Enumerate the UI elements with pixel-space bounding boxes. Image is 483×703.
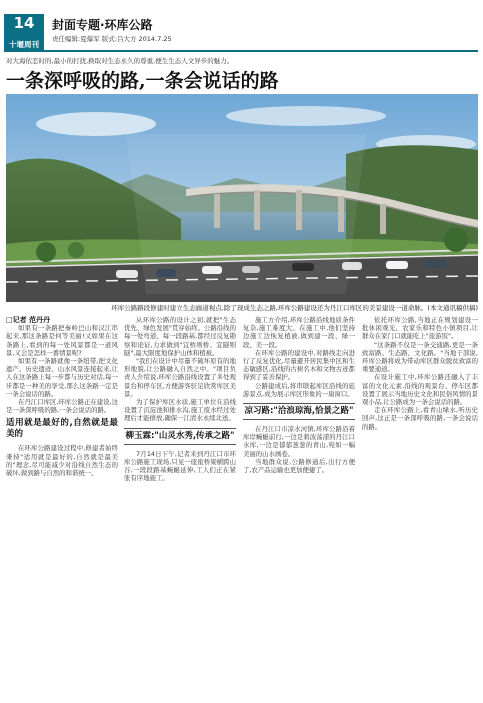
header-rule <box>4 50 478 52</box>
paragraph: 施工方介绍,环库公路沿线地质条件复杂,施工难度大。在施工中,他们坚持边施工边恢复植被,做到建一段、绿一段、美一段。 <box>243 316 355 349</box>
photo-caption: 环库公路路段修建时建立生态廊道视点,除了现成生态之路,环库公路建设还为丹江口库区的美景建设一道命脉。(本文通讯稿供稿) <box>111 304 478 312</box>
paragraph: "这条路不仅是一条交通路,更是一条致富路、生态路、文化路。"当地干部说,环库公路将成为带动库区群众脱贫致富的重要通道。 <box>362 340 478 374</box>
article-column-4 <box>362 316 478 700</box>
article-column-3 <box>243 316 355 700</box>
paragraph: 在环库公路的建设中,对路线走向进行了反复优化,尽量避开居民集中区和生态敏感区,沿线的古树名木和文物古迹都得到了妥善保护。 <box>243 348 355 382</box>
page-number-block <box>4 14 44 40</box>
road-bridge-photo <box>6 94 478 302</box>
subheading: 凉习路:"洽浪琼海,恰景之路" <box>243 403 355 420</box>
paragraph: 公路建成后,将串联起库区沿线的旅游景点,成为展示库区形象的一扇窗口。 <box>243 381 355 398</box>
paragraph: 在丹江口库区,环库公路正在建设,这是一条深呼吸的路,一条会说话的路。 <box>6 398 118 415</box>
paragraph: 当地群众说,公路修通后,出行方便了,农产品运输也更加便捷了。 <box>243 457 355 475</box>
subheading: 适用就是最好的,自然就是最美的 <box>6 418 118 440</box>
paragraph: 在环库公路建设过程中,修建者始终秉持"适用就是最好的,自然就是最美的"理念,尽可能减少对沿线自然生态的破坏,做到路与自然的和谐统一。 <box>6 444 118 478</box>
subheading: 柳玉霖:"山灵水秀,传承之路" <box>124 428 236 445</box>
paragraph: 走在环库公路上,看青山绿水,听历史回声,这正是一条深呼吸的路,一条会说话的路。 <box>362 406 478 431</box>
brand-bar <box>4 40 44 50</box>
paragraph: 依托环库公路,当地正在规划建设一批休闲观光、农家乐和特色小镇项目,让群众在家门口就能吃上"旅游饭"。 <box>362 316 478 341</box>
article-column-2 <box>124 316 236 700</box>
byline: □记者 范丹丹 <box>6 316 51 324</box>
paragraph: 在丹江口市凉水河镇,环库公路沿着库岸蜿蜒前行,一边是碧波荡漾的丹江口水库,一边是郁郁葱葱的青山,宛如一幅美丽的山水画卷。 <box>243 425 355 458</box>
editors-line: 责任编辑:夏爆军 版式:吕大方 2014.7.25 <box>52 35 172 43</box>
article-column-1 <box>6 316 118 700</box>
paragraph: 如果有一条路就像一条纽带,把文化遗产、历史遗迹、山水风景连接起来,让人在这条路上每一步都与历史对话,每一步都是一种美的享受,那么这条路一定是一条会说话的路。 <box>6 357 118 398</box>
paragraph: 为了保护库区水质,施工单位在沿线设置了沉淀池和排水沟,施工废水经过处理后才能排放,确保一江清水永续北送。 <box>124 398 236 423</box>
brand-label: 十堰周刊 <box>9 40 39 49</box>
section-title: 封面专题·环库公路 <box>52 18 153 32</box>
paragraph: 如果有一条路把秦岭巴山和汉江串起来,那这条路是何等美丽!又如果在这条路上,看到的每一处风景都是一道风景,又会是怎样一番情景呢? <box>6 324 118 357</box>
article-intro: 对大海依恋时的,最小的打扰,换取对生态永久的尊重,便生生态人文异步的魅力。 <box>6 57 234 65</box>
page-number: 14 <box>13 14 35 32</box>
paragraph: "我们在设计中尽量不破坏原有的地形地貌,让公路融入自然之中。"项目负责人介绍说,环库公路沿线设置了多处观景台和停车区,方便游客驻足欣赏库区美景。 <box>124 357 236 398</box>
article-headline: 一条深呼吸的路,一条会说话的路 <box>6 70 279 92</box>
paragraph: 7月14日下午,记者来到丹江口市环库公路施工现场,只见一座座桥梁横跨山谷,一段段路基蜿蜒延伸,工人们正在紧张有序地施工。 <box>124 449 236 483</box>
paragraph: 从环库公路的设计之初,就把"生态优先、绿色发展"贯穿始终。公路沿线的每一处弯道、每一段路基,都经过反复勘察和论证,力求做到"宜桥则桥、宜隧则隧",最大限度地保护山体和植被。 <box>124 316 236 357</box>
paragraph: 在设计施工中,环库公路还融入了丰富的文化元素,沿线的观景台、停车区都设置了展示当地历史文化和民俗风情的景观小品,让公路成为一条会说话的路。 <box>362 373 478 407</box>
